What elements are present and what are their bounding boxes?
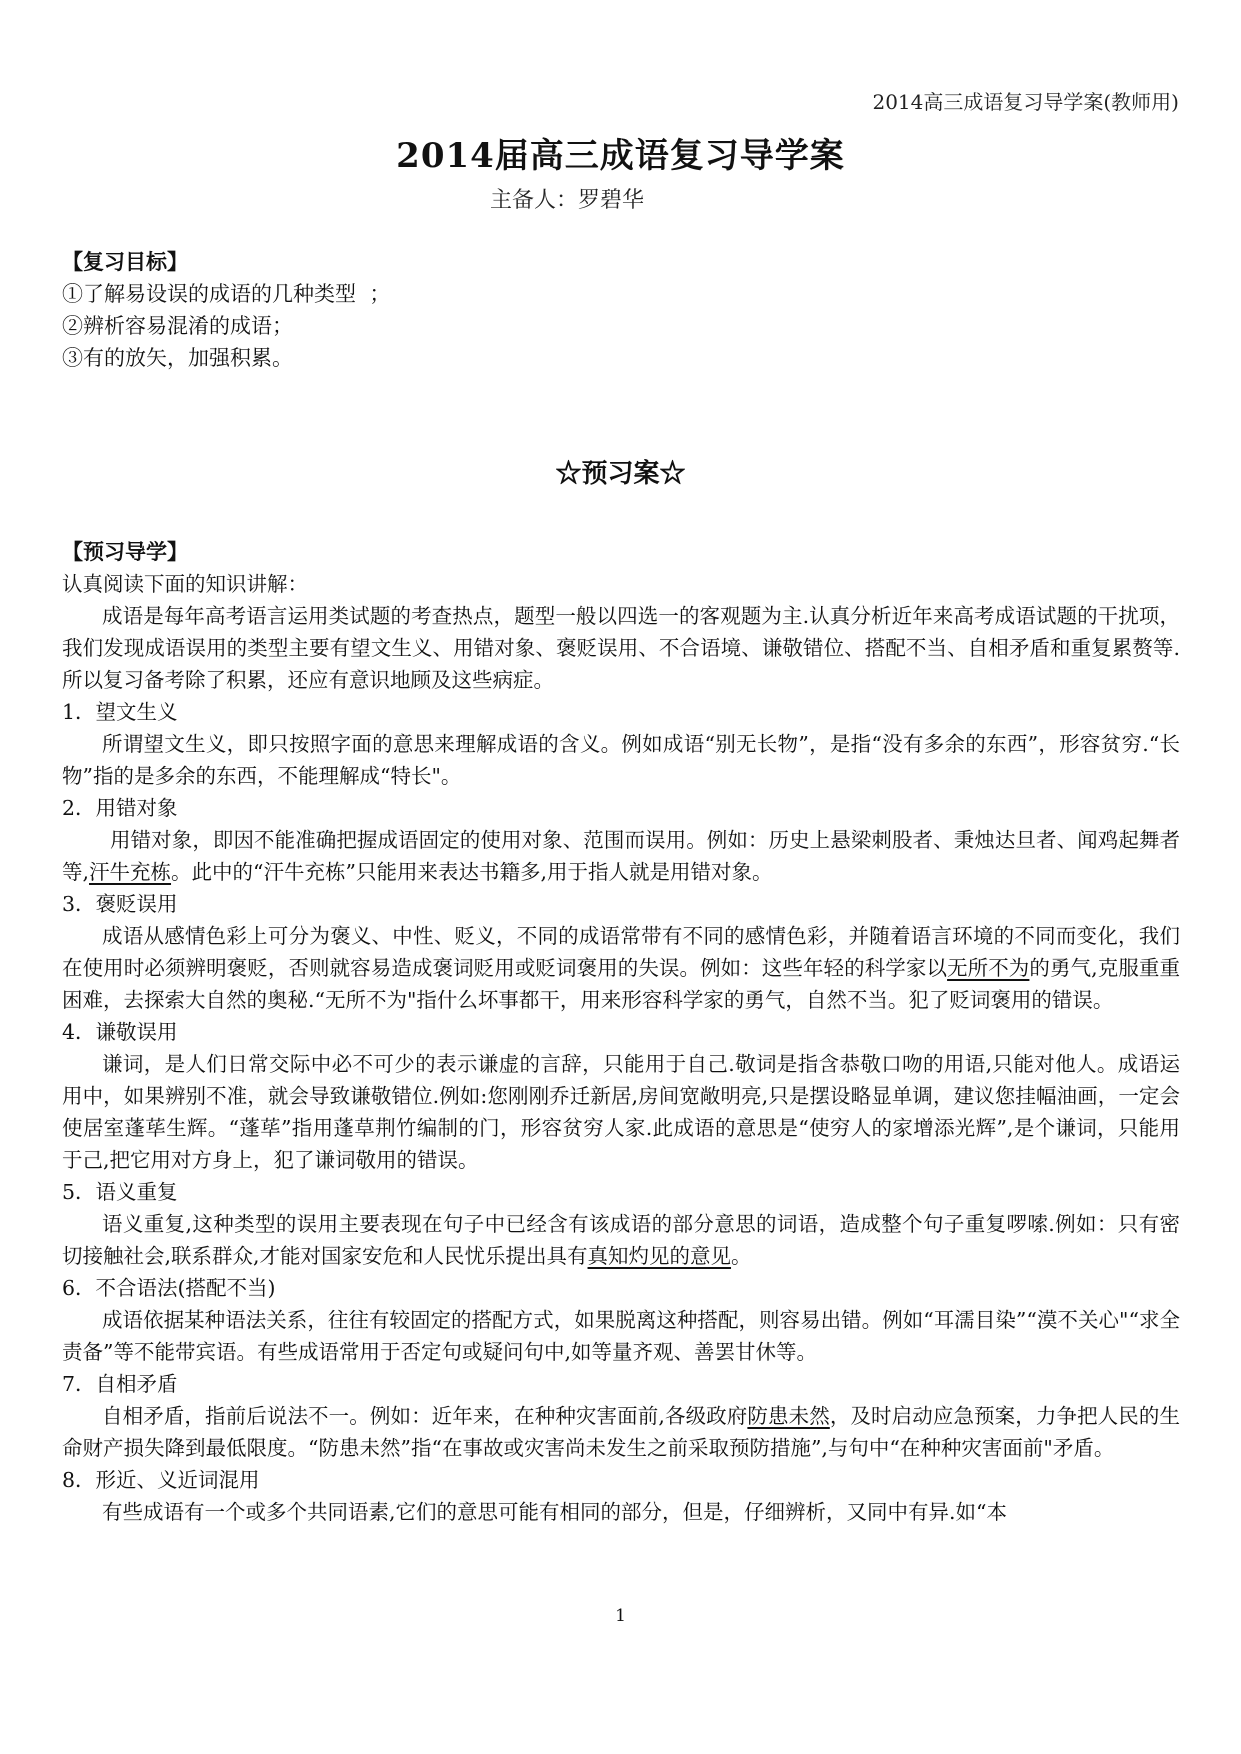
section-8-text: 有些成语有一个或多个共同语素,它们的意思可能有相同的部分，但是，仔细辨析，又同中有异.如“本	[102, 1500, 1008, 1524]
section-2-title: 2．用错对象	[62, 796, 178, 820]
section-4-text: 谦词，是人们日常交际中必不可少的表示谦虚的言辞，只能用于自己.敬词是指含恭敬口吻的用语,只能对他人。成语运用中，如果辨别不准，就会导致谦敬错位.例如:您刚刚乔迁新居,房间宽敞明亮,只是摆设略显单调，建议您挂幅油画，一定会使居室蓬荜生辉。“蓬荜”指用蓬草荆竹编制的门，形容贫穷人家.此成语的意思是“使穷人的家增添光辉”,是个谦词，只能用于己,把它用对方身上，犯了谦词敬用的错误。	[62, 1052, 1180, 1172]
underlined-phrase: 真知灼见的意见	[587, 1244, 732, 1268]
guide-content	[62, 536, 1180, 1528]
goals-heading: 【复习目标】	[62, 249, 188, 274]
page-number: 1	[615, 1606, 626, 1626]
section-4-title: 4．谦敬误用	[62, 1020, 178, 1044]
preview-section-title: ☆预习案☆	[555, 459, 686, 489]
section-1-title: 1．望文生义	[62, 700, 178, 724]
author-line: 主备人：罗碧华	[490, 188, 645, 213]
running-header: 2014高三成语复习导学案(教师用)	[872, 90, 1179, 114]
underlined-idiom: 无所不为	[947, 956, 1030, 980]
guide-overview: 成语是每年高考语言运用类试题的考查热点，题型一般以四选一的客观题为主.认真分析近年来高考成语试题的干扰项，我们发现成语误用的类型主要有望文生义、用错对象、褒贬误用、不合语境、谦敬错位、搭配不当、自相矛盾和重复累赘等.所以复习备考除了积累，还应有意识地顾及这些病症。	[62, 604, 1180, 692]
section-8-title: 8．形近、义近词混用	[62, 1468, 260, 1492]
section-2-text: 用错对象，即因不能准确把握成语固定的使用对象、范围而误用。例如：历史上悬梁刺股者、秉烛达旦者、闻鸡起舞者等,汗牛充栋。此中的“汗牛充栋”只能用来表达书籍多,用于指人就是用错对象。	[62, 828, 1180, 884]
document-title: 2014届高三成语复习导学案	[396, 136, 845, 176]
underlined-idiom: 防患未然	[747, 1404, 830, 1428]
goal-item: ③有的放矢，加强积累。	[62, 346, 293, 370]
guide-heading: 【预习导学】	[62, 539, 188, 564]
section-5-title: 5．语义重复	[62, 1180, 178, 1204]
section-3-title: 3．褒贬误用	[62, 892, 178, 916]
goal-item: ②辨析容易混淆的成语；	[62, 314, 293, 338]
review-goals	[62, 246, 1182, 374]
guide-intro: 认真阅读下面的知识讲解：	[62, 572, 308, 596]
section-3-text: 成语从感情色彩上可分为褒义、中性、贬义，不同的成语常带有不同的感情色彩，并随着语言环境的不同而变化，我们在使用时必须辨明褒贬，否则就容易造成褒词贬用或贬词褒用的失误。例如：这些年轻的科学家以无所不为的勇气,克服重重困难，去探索大自然的奥秘.“无所不为"指什么坏事都干，用来形容科学家的勇气，自然不当。犯了贬词褒用的错误。	[62, 924, 1181, 1012]
underlined-idiom: 汗牛充栋	[89, 860, 172, 884]
section-1-text: 所谓望文生义，即只按照字面的意思来理解成语的含义。例如成语“别无长物”，是指“没有多余的东西”，形容贫穷.“长物”指的是多余的东西，不能理解成“特长"。	[62, 732, 1180, 788]
section-7-text: 自相矛盾，指前后说法不一。例如：近年来，在种种灾害面前,各级政府防患未然，及时启动应急预案，力争把人民的生命财产损失降到最低限度。“防患未然”指“在事故或灾害尚未发生之前采取预防措施”,与句中“在种种灾害面前"矛盾。	[62, 1404, 1180, 1460]
section-6-text: 成语依据某种语法关系，往往有较固定的搭配方式，如果脱离这种搭配，则容易出错。例如“耳濡目染”“漠不关心"“求全责备”等不能带宾语。有些成语常用于否定句或疑问句中,如等量齐观、善罢甘休等。	[62, 1308, 1180, 1364]
section-6-title: 6．不合语法(搭配不当)	[62, 1276, 276, 1300]
goal-item: ①了解易设误的成语的几种类型 ；	[62, 282, 391, 306]
section-7-title: 7．自相矛盾	[62, 1372, 178, 1396]
section-5-text: 语义重复,这种类型的误用主要表现在句子中已经含有该成语的部分意思的词语，造成整个句子重复啰嗦.例如：只有密切接触社会,联系群众,才能对国家安危和人民忧乐提出具有真知灼见的意见。	[62, 1212, 1180, 1268]
